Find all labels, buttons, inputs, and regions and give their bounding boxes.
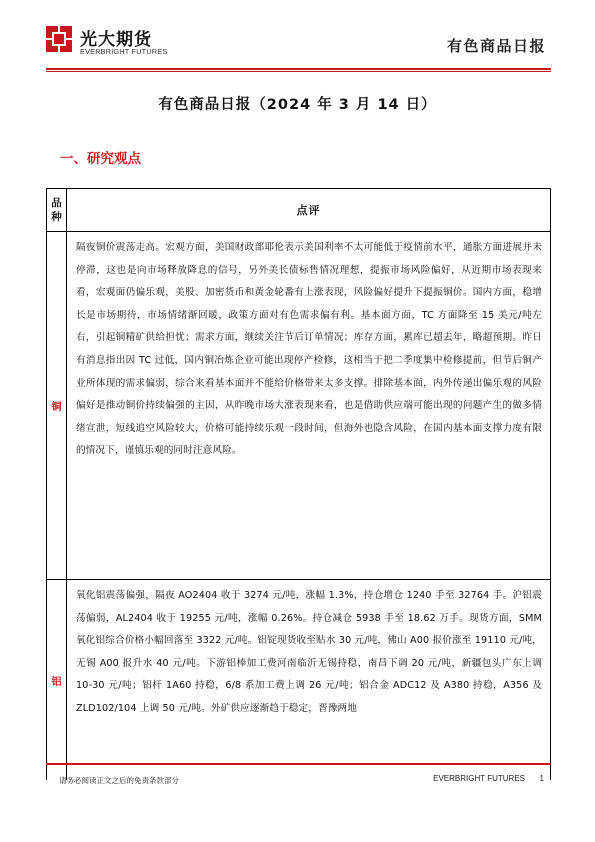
footer-company: EVERBRIGHT FUTURES (433, 774, 525, 783)
table-row-aluminum (47, 580, 550, 780)
report-label: 有色商品日报 (446, 37, 546, 55)
logo-english-name: EVERBRIGHT FUTURES (80, 47, 168, 56)
kind-label-copper: 铜 (51, 402, 62, 413)
header-divider (46, 68, 551, 70)
table-row-copper (47, 232, 550, 580)
comment-cell-aluminum (67, 580, 550, 780)
comment-cell-copper (67, 232, 550, 579)
section-heading: 一、研究观点 (60, 151, 141, 167)
document-title: 有色商品日报（2024 年 3 月 14 日） (158, 97, 437, 113)
kind-header-char-1: 品 (51, 197, 62, 209)
kind-header-char-2: 种 (51, 211, 62, 223)
comment-text-copper: 隔夜铜价震荡走高。宏观方面，美国财政部耶伦表示美国利率不太可能低于疫情前水平，通胀方面进展并未停滞，这也是向市场释放降息的信号，另外美长债标售情况理想，提振市场风险偏好，从近期市场表现来看，宏观面仍偏乐观，美股、加密货币和黄金轮番有上涨表现，风险偏好提升下提振铜价。国内方面，稳增长是市场期待，市场情绪渐回暖，政策方面对有色需求偏有利。基本面方面，TC 方面降至 15 美元/吨左右，引起铜精矿供给担忧；需求方面，继续关注节后订单情况；库存方面，累库已超去年，略超预期。昨日有消息指出因 TC 过低，国内铜冶炼企业可能出现停产检修，这相当于把二季度集中检修提前，但节后铜产业所体现的需求偏弱，综合来看基本面并不能给价格带来太多支撑。排除基本面，内外传递出偏乐观的风险偏好是推动铜价持续偏强的主因，从昨晚市场大涨表现来看，也是借助供应端可能出现的问题产生的做多情绪宣泄，短线追空风险较大，价格可能持续乐观一段时间，但海外也隐含风险，在国内基本面支撑力度有限的情况下，谨慎乐观的同时注意风险。 (76, 242, 542, 457)
company-logo (44, 23, 174, 63)
kind-cell-copper (47, 232, 67, 579)
commentary-table (46, 188, 551, 780)
logo-chinese-name: 光大期货 (80, 30, 152, 50)
kind-header-cell (47, 189, 67, 231)
comment-header-cell: 点评 (296, 204, 321, 217)
header-divider-thin (46, 71, 551, 72)
page-number: 1 (539, 774, 544, 783)
footer-divider (46, 763, 551, 765)
footer-disclaimer: 请务必阅读正文之后的免责条款部分 (59, 776, 179, 785)
table-header-row (47, 189, 550, 232)
kind-label-aluminum: 铝 (51, 676, 62, 688)
comment-text-aluminum: 氧化铝震荡偏强，隔夜 AO2404 收于 3274 元/吨，涨幅 1.3%，持仓增仓 1240 手至 32764 手。沪铝震荡偏弱，AL2404 收于 19255 元/吨，涨幅 0.26%。持仓减仓 5938 手至 18.62 万手。现货方面，SMM 氧化铝综合价格小幅回落至 3322 元/吨。铝锭现货收至贴水 30 元/吨，佛山 A00 报价涨至 19110 元/吨，无锡 A00 报升水 40 元/吨。下游铝棒加工费河南临沂无锡持稳，南昌下调 20 元/吨，新疆包头广东上调 10-30 元/吨；铝杆 1A60 持稳，6/8 系加工费上调 26 元/吨；铝合金 ADC12 及 A380 持稳，A356 及 ZLD102/104 上调 50 元/吨。外矿供应逐渐趋于稳定，晋豫两地 (76, 590, 542, 714)
kind-cell-aluminum (47, 580, 67, 780)
page-header (0, 0, 595, 78)
logo-mark-icon (44, 24, 74, 54)
